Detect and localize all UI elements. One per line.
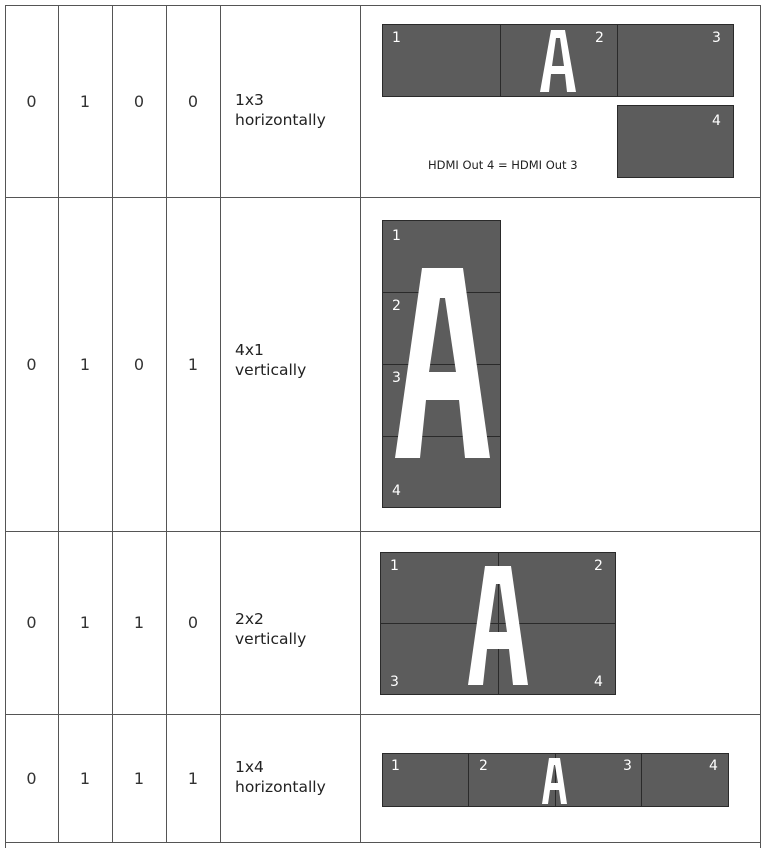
bit-1: 0 (26, 613, 37, 632)
bit-2: 1 (79, 354, 91, 374)
mode-orientation: horizontally (235, 778, 326, 796)
bit-3: 1 (133, 613, 145, 632)
bit-3: 0 (133, 91, 145, 111)
screen-number: 4 (712, 113, 721, 129)
bit-2: 1 (79, 91, 91, 111)
grid-line (220, 5, 221, 843)
bit-1: 0 (26, 354, 37, 374)
screen-number: 1 (390, 558, 399, 574)
mode-size: 4x1 (235, 341, 264, 359)
screen-number: 4 (709, 758, 718, 774)
mirror-note: HDMI Out 4 = HDMI Out 3 (428, 158, 578, 172)
mode-description (235, 609, 306, 649)
grid-line (360, 5, 361, 843)
screen-number: 2 (595, 30, 604, 46)
letter-a-graphic (468, 566, 528, 685)
screen-number: 3 (390, 674, 399, 690)
mode-size: 1x4 (235, 758, 264, 776)
screen-number: 3 (712, 30, 721, 46)
screen-number: 4 (392, 483, 401, 499)
grid-line (5, 842, 761, 843)
bit-3: 0 (133, 354, 145, 374)
screen-number: 2 (594, 558, 603, 574)
bit-3: 1 (133, 768, 145, 788)
screen-number: 1 (392, 30, 401, 46)
bit-2: 1 (79, 768, 91, 788)
letter-a-graphic (542, 758, 567, 804)
grid-line (760, 5, 761, 848)
mode-description (235, 340, 306, 380)
bit-2: 1 (79, 613, 91, 632)
mode-description (235, 90, 326, 130)
mode-orientation: vertically (235, 361, 307, 379)
mode-orientation: horizontally (235, 111, 326, 129)
screen-number: 2 (392, 298, 401, 314)
screen-number: 2 (479, 758, 488, 774)
mode-size: 1x3 (235, 91, 264, 109)
mode-description (235, 757, 326, 797)
screen-number: 1 (391, 758, 400, 774)
bit-1: 0 (26, 91, 37, 111)
screen-divider (500, 24, 501, 97)
screen-number: 4 (594, 674, 603, 690)
letter-a-graphic (540, 30, 576, 92)
screen-number: 3 (623, 758, 632, 774)
mode-size: 2x2 (235, 610, 264, 628)
screen-divider (641, 753, 642, 807)
bit-4: 1 (187, 354, 199, 374)
bit-4: 1 (187, 768, 199, 788)
mode-orientation: vertically (235, 630, 307, 648)
bit-4: 0 (187, 91, 199, 111)
screen-divider (468, 753, 469, 807)
screen-number: 1 (392, 228, 401, 244)
bit-4: 0 (187, 613, 199, 632)
bit-1: 0 (26, 768, 37, 788)
screen-number: 3 (392, 370, 401, 386)
letter-a-graphic (395, 268, 490, 458)
screen-divider (617, 24, 618, 97)
